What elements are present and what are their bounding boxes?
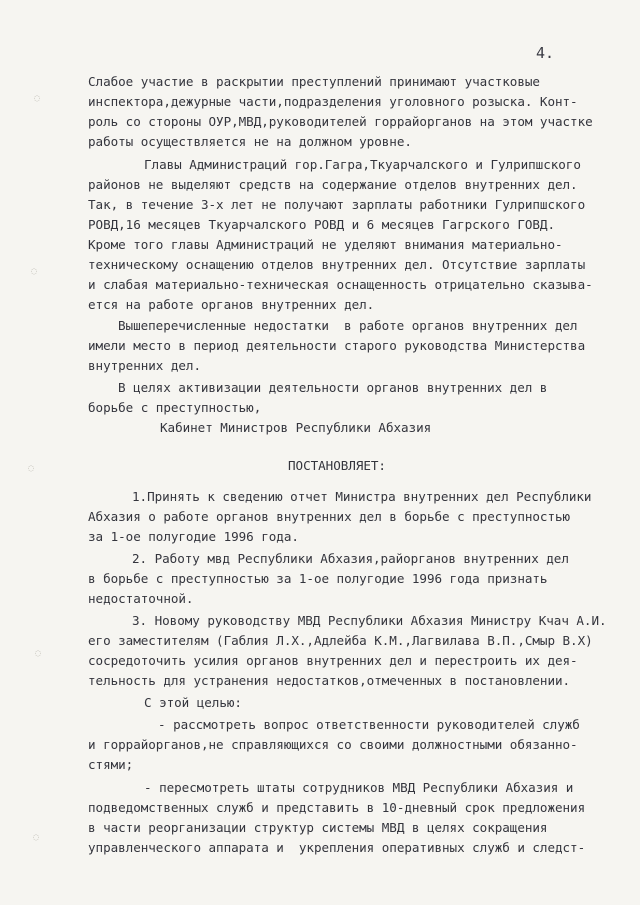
text-line: техническому оснащению отделов внутренних дел. Отсутствие зарплаты xyxy=(88,257,586,272)
text-line: в части реорганизации структур системы МВД в целях сокращения xyxy=(88,820,548,835)
hole-punch-mark: ◌ xyxy=(33,832,40,843)
hole-punch-mark: ◌ xyxy=(34,93,41,104)
text-line: Слабое участие в раскрытии преступлений принимают участковые xyxy=(88,74,540,89)
text-line: борьбе с преступностью, xyxy=(88,400,262,415)
text-line: за 1-ое полугодие 1996 года. xyxy=(88,529,299,544)
text-line: 1.Принять к сведению отчет Министра внутренних дел Республики xyxy=(132,489,592,504)
text-line: 3. Новому руководству МВД Республики Абхазия Министру Кчач А.И. xyxy=(132,613,607,628)
text-line: стями; xyxy=(88,757,134,772)
text-line: инспектора,дежурные части,подразделения уголовного розыска. Конт- xyxy=(88,94,578,109)
text-line: и горрайорганов,не справляющихся со своими должностными обязанно- xyxy=(88,737,578,752)
text-line: Вышеперечисленные недостатки в работе органов внутренних дел xyxy=(118,318,578,333)
hole-punch-mark: ◌ xyxy=(35,648,42,659)
text-line: - пересмотреть штаты сотрудников МВД Республики Абхазия и xyxy=(144,780,574,795)
text-line: Абхазия о работе органов внутренних дел в борьбе с преступностью xyxy=(88,509,571,524)
text-line: В целях активизации деятельности органов внутренних дел в xyxy=(118,380,548,395)
text-line: внутренних дел. xyxy=(88,358,201,373)
text-line: тельность для устранения недостатков,отмеченных в постановлении. xyxy=(88,673,571,688)
text-line: С этой целью: xyxy=(144,695,242,710)
text-line: и слабая материально-техническая оснащенность отрицательно сказыва- xyxy=(88,277,593,292)
text-line: работы осуществляется не на должном уровне. xyxy=(88,134,412,149)
text-line: управленческого аппарата и укрепления оперативных служб и следст- xyxy=(88,840,586,855)
text-line: Кроме того главы Администраций не уделяют внимания материально- xyxy=(88,237,563,252)
text-line: ется на работе органов внутренних дел. xyxy=(88,297,375,312)
text-line: - рассмотреть вопрос ответственности руководителей служб xyxy=(158,717,580,732)
text-line: районов не выделяют средств на содержание отделов внутренних дел. xyxy=(88,177,578,192)
text-line: сосредоточить усилия органов внутренних дел и перестроить их дея- xyxy=(88,653,578,668)
text-line: имели место в период деятельности старого руководства Министерства xyxy=(88,338,586,353)
text-line: в борьбе с преступностью за 1-ое полугодие 1996 года признать xyxy=(88,571,548,586)
text-line: роль со стороны ОУР,МВД,руководителей горрайорганов на этом участке xyxy=(88,114,593,129)
hole-punch-mark: ◌ xyxy=(31,266,38,277)
heading: ПОСТАНОВЛЯЕТ: xyxy=(288,458,386,473)
text-line: 2. Работу мвд Республики Абхазия,райорганов внутренних дел xyxy=(132,551,569,566)
text-line: его заместителям (Габлия Л.Х.,Адлейба К.М.,Лагвилава В.П.,Смыр В.Х) xyxy=(88,633,593,648)
text-line: недостаточной. xyxy=(88,591,194,606)
text-line: подведомственных служб и представить в 10-дневный срок предложения xyxy=(88,800,586,815)
hole-punch-mark: ◌ xyxy=(28,463,35,474)
page-number: 4. xyxy=(536,44,555,62)
text-line: РОВД,16 месяцев Ткуарчалского РОВД и 6 месяцев Гагрского ГОВД. xyxy=(88,217,555,232)
text-line: Главы Администраций гор.Гагра,Ткуарчалского и Гулрипшского xyxy=(144,157,581,172)
text-line: Так, в течение 3-х лет не получают зарплаты работники Гулрипшского xyxy=(88,197,586,212)
text-line: Кабинет Министров Республики Абхазия xyxy=(160,420,432,435)
